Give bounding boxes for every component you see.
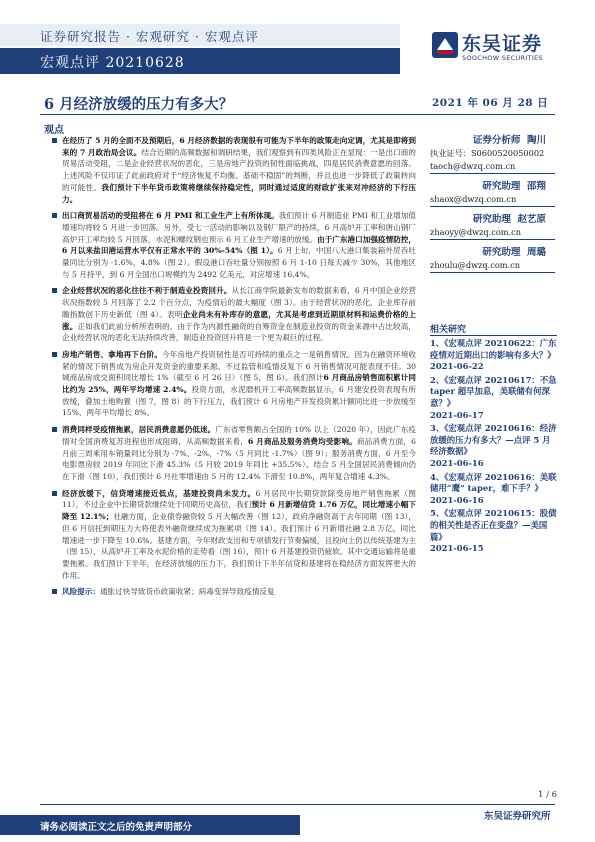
related-item[interactable] [430, 375, 558, 421]
related-item-title[interactable]: 3、《宏观点评 20210616：经济放缓的压力有多大？—点评 5 月经济数据》 [430, 423, 557, 457]
risk-text: 通胀过快导致货币政策收紧；病毒变异导致疫情反复 [99, 587, 275, 597]
analyst-role: 研究助理 [482, 181, 521, 192]
related-item[interactable] [430, 338, 558, 373]
analyst-divider [430, 206, 555, 207]
analyst-name: 陶川 [526, 135, 546, 146]
paragraph-text: 我们预计 6 月制造业 PMI 和工业增加值增速均将较 5 月进一步回落。另外，受七一活动的影响以及钢厂限产的持续，6 月高炉开工率和唐山钢厂高炉开工率均较 5 月回落，水泥和螺纹钢也预示 6 月工业生产增速的放缓。 [62, 211, 416, 244]
bullet-marker [52, 213, 57, 218]
paragraph-risk [52, 586, 416, 598]
bullet-marker [52, 427, 57, 432]
footer-divider [40, 804, 555, 805]
header-report-band [0, 48, 400, 74]
related-divider [430, 335, 557, 336]
paragraph-highlight: 6 月商品及服务消费均受影响。 [248, 436, 357, 446]
analyst-divider [430, 173, 555, 174]
paragraph-consumption [52, 424, 416, 483]
paragraph-overview [52, 135, 416, 205]
paragraph-lead: 在经历了 5 月的全面不及预期后，6 月经济数据的表现很有可能为下半年的政策走向定调，尤其是即将到来的 7 月政治局会议。 [62, 136, 416, 157]
paragraph-text: 投资方面，水泥磨机开工率高频数据显示，6 月建安投资表现有所放缓，叠加土地购置（图 7，图 8）的下行压力，我们预计 6 月房地产开发投资累计额同比进一步放缓至 15%，两年平均增长 8%。 [62, 385, 417, 418]
analyst-email[interactable]: shaox@dwzq.com.cn [430, 194, 517, 204]
analyst-heading [430, 211, 546, 225]
paragraph-highlight: 由于广东港口加强疫情防控，6 月以来盐田港运营水平仅有正常水平的 30%-54%（图 1）。 [62, 234, 416, 256]
paragraph-lead: 消费同样受疫情拖累，居民消费意愿仍低迷。 [62, 425, 216, 435]
related-item-title[interactable]: 2、《宏观点评 20210617：不急 taper 超早加息，美联储有何深意？》 [430, 374, 557, 408]
related-item-title[interactable]: 1、《宏观点评 20210622：广东疫情对近期出口的影响有多大？》 [430, 338, 557, 360]
footer-disclaimer: 请务必阅读正文之后的免责声明部分 [40, 822, 193, 833]
report-date: 2021 年 06 月 28 日 [432, 97, 549, 109]
brand-logo-icon [432, 32, 458, 58]
paragraph-exports [52, 210, 416, 280]
footer-institute: 东吴证券研究所 [484, 811, 551, 822]
brand-name: 东吴证券 [462, 33, 543, 55]
related-research-heading: 相关研究 [430, 325, 467, 335]
header-report-id: 宏观点评 20210628 [40, 55, 185, 71]
section-heading: 观点 [44, 125, 64, 136]
bullet-marker [52, 288, 57, 293]
page-number: 1 / 6 [538, 790, 558, 800]
paragraph-highlight: 预计 6 月新增信贷 1.76 万亿，同比增速小幅下降至 12.1%； [62, 500, 416, 522]
paragraph-text: 结合近期的高频数据和调研结果，我们观察到有四类风险正在显现：一是出口商的贸易活动受阻，二是企业经营状况的恶化，三是房地产投资的韧性面临挑战，四是居民消费意愿的回落。上述风险不仅印证了此前政府对于“经济恢复不均衡、基础不稳固”的判断，并且也进一步降低了政策转向的可能性。 [62, 147, 416, 192]
related-item[interactable] [430, 508, 558, 554]
analyst-role: 证券分析师 [472, 135, 521, 146]
header-category: 证券研究报告 · 宏观研究 · 宏观点评 [40, 29, 259, 44]
analyst-name: 周璐 [526, 247, 546, 258]
analyst-name: 赵艺原 [517, 214, 546, 225]
footer-disclaimer-band [0, 815, 300, 835]
analyst-license: 执业证号：S0600520050002 [430, 148, 545, 158]
related-item-date: 2021-06-15 [430, 543, 484, 554]
related-item[interactable] [430, 423, 558, 469]
brand-logo [432, 30, 562, 70]
paragraph-lead: 出口商贸易活动的受阻将在 6 月 PMI 和工业生产上有所体现。 [62, 211, 279, 221]
paragraph-text: 商品消费方面，6 月前三周乘用车销量同比分别为 -7%、-2%、-7%（5 月同比 -1.7%）（图 9）；服务消费方面，6 月至今电影票房较 2019 年同比下滑 45.3%（5 月较 2019 年同比 +35.5%）。结合 5 月全国居民消费倾向仍在下滑（图 10），我们预计 6 月社零增速由 5 月的 12.4% 下滑至 10.8%，两年复合增速 4.3%。 [62, 436, 416, 481]
analyst-email[interactable]: zhaoyy@dwzq.com.cn [430, 227, 521, 237]
analyst-panel [430, 132, 560, 277]
related-item[interactable] [430, 472, 558, 507]
related-item-date: 2021-06-17 [430, 409, 484, 420]
related-item-date: 2021-06-22 [430, 361, 484, 372]
related-research-list [430, 338, 558, 557]
related-item-title[interactable]: 4、《宏观点评 20210616：美联储用“鹰” taper，难下手？》 [430, 471, 557, 494]
title-divider [40, 114, 555, 115]
bullet-marker [52, 138, 57, 143]
bullet-marker [52, 352, 57, 357]
analyst-email[interactable]: taoch@dwzq.com.cn [430, 161, 516, 171]
paragraph-lead: 房地产销售、拿地再下台阶。 [62, 349, 163, 359]
paragraph-highlight: 企业尚未有补库存的意愿，尤其是考虑到近期原材料和运费价格的上涨。 [62, 309, 416, 331]
analyst-role: 研究助理 [472, 214, 511, 225]
paragraph-conclusion: 我们预计下半年货币政策将继续保持稳定性，同时通过适度的财政扩张来对冲经济的下行压力。 [62, 182, 417, 204]
analyst-heading [430, 178, 546, 192]
paragraph-text: 正如我们此前分析所表明的，由于作为内源性融资的自筹资金在制造业投资的资金来源中占比较高，企业经营状况的恶化无法持续改善，制造业投资回升将是一个更为艰巨的过程。 [62, 321, 417, 343]
paragraph-enterprise [52, 285, 416, 344]
paragraph-highlight: 6 月商品房销售面积累计同比约为 25%，两年平均增速 2.4%。 [62, 373, 416, 395]
bullet-marker [52, 589, 57, 594]
paragraph-text: 6 月上旬，中国八大港口集装箱外贸吞吐量同比分别为 -1.6%、4.8%（图 2）。假设港口吞吐量分别按照 6 月 1-10 日每天减少 30%，其他地区与 5 月持平，到 6 月全国出口规模约为 2492 亿美元，对应增速 16.4%。 [62, 246, 416, 279]
paragraph-text: 广东省零售额占全国的 10% 以上（2020 年），因此广东疫情对全国消费复苏进程也形成阻碍，从高频数据来看， [62, 425, 416, 446]
analyst-role: 研究助理 [482, 247, 521, 258]
risk-label: 风险提示： [62, 587, 100, 597]
main-body [52, 135, 416, 603]
paragraph-real-estate [52, 349, 416, 419]
bullet-marker [52, 491, 57, 496]
analyst-name: 邵翔 [526, 181, 546, 192]
analyst-divider [430, 272, 555, 273]
paragraph-lead: 企业经营状况的恶化往往不利于制造业投资回升。 [62, 286, 232, 296]
related-item-title[interactable]: 5、《宏观点评 20210615：股债的相关性是否正在变盘？—美国篇》 [430, 508, 557, 542]
page-title: 6 月经济放缓的压力有多大？ [44, 96, 234, 113]
paragraph-text: 社融方面，企业债券融资较 5 月大幅改善（图 12），政府净融资高于去年同期（图 13），但 6 月信托到期压力大将使表外融资继续成为拖累项（图 14）。我们预计 6 月新增社融 2.8 万亿，同比增速进一步下降至 10.6%。基建方面，今年财政支出和专项债发行节奏偏缓，且投向上仍以传统基建为主（图 15），从高炉开工率及水泥价格的走势看（图 16），预计 6 月基建投资仍疲软。其中交通运输将是重要拖累。我们预计下半年，在经济放缓的压力下，我们预计下半年信贷和基建将在稳经济方面发挥更大的作用。 [62, 512, 416, 580]
paragraph-text: 6 月居民中长期贷款除受房地产销售拖累（图 11），不过企业中长期贷款继续处于同期历史高位，我们 [62, 488, 417, 510]
analyst-heading [430, 244, 546, 258]
paragraph-credit [52, 488, 416, 582]
analyst-heading [430, 132, 546, 146]
related-item-date: 2021-06-16 [430, 494, 484, 505]
paragraph-lead: 经济放缓下，信贷增速接近低点，基建投资尚未发力。 [62, 488, 256, 498]
analyst-divider [430, 239, 555, 240]
header-category-band [0, 24, 400, 46]
related-item-date: 2021-06-16 [430, 457, 484, 468]
paragraph-text: 今年房地产投资韧性是否可持续的重点之一是销售情况。因为在融资环境收紧的情况下销售成为房企开发资金的重要来源。不过监管和疫情反复下 6 月销售情况可能表现不佳。30 城商品房成交面积同比增长 1%（截至 6 月 26 日）（图 5，图 6）。我们预计 [62, 349, 417, 383]
paragraph-text: 从长江商学院最新发布的数据来看，6 月中国企业经营状况指数较 5 月回落了 2.2 个百分点，为疫情后的最大幅度（图 3）。由于经营状况的恶化，企业库存前瞻指数创下历史新低（图 4）。表明 [62, 286, 417, 319]
brand-name-en: SOOCHOW SECURITIES [462, 54, 543, 62]
analyst-email[interactable]: zhoulu@dwzq.com.cn [430, 260, 521, 270]
